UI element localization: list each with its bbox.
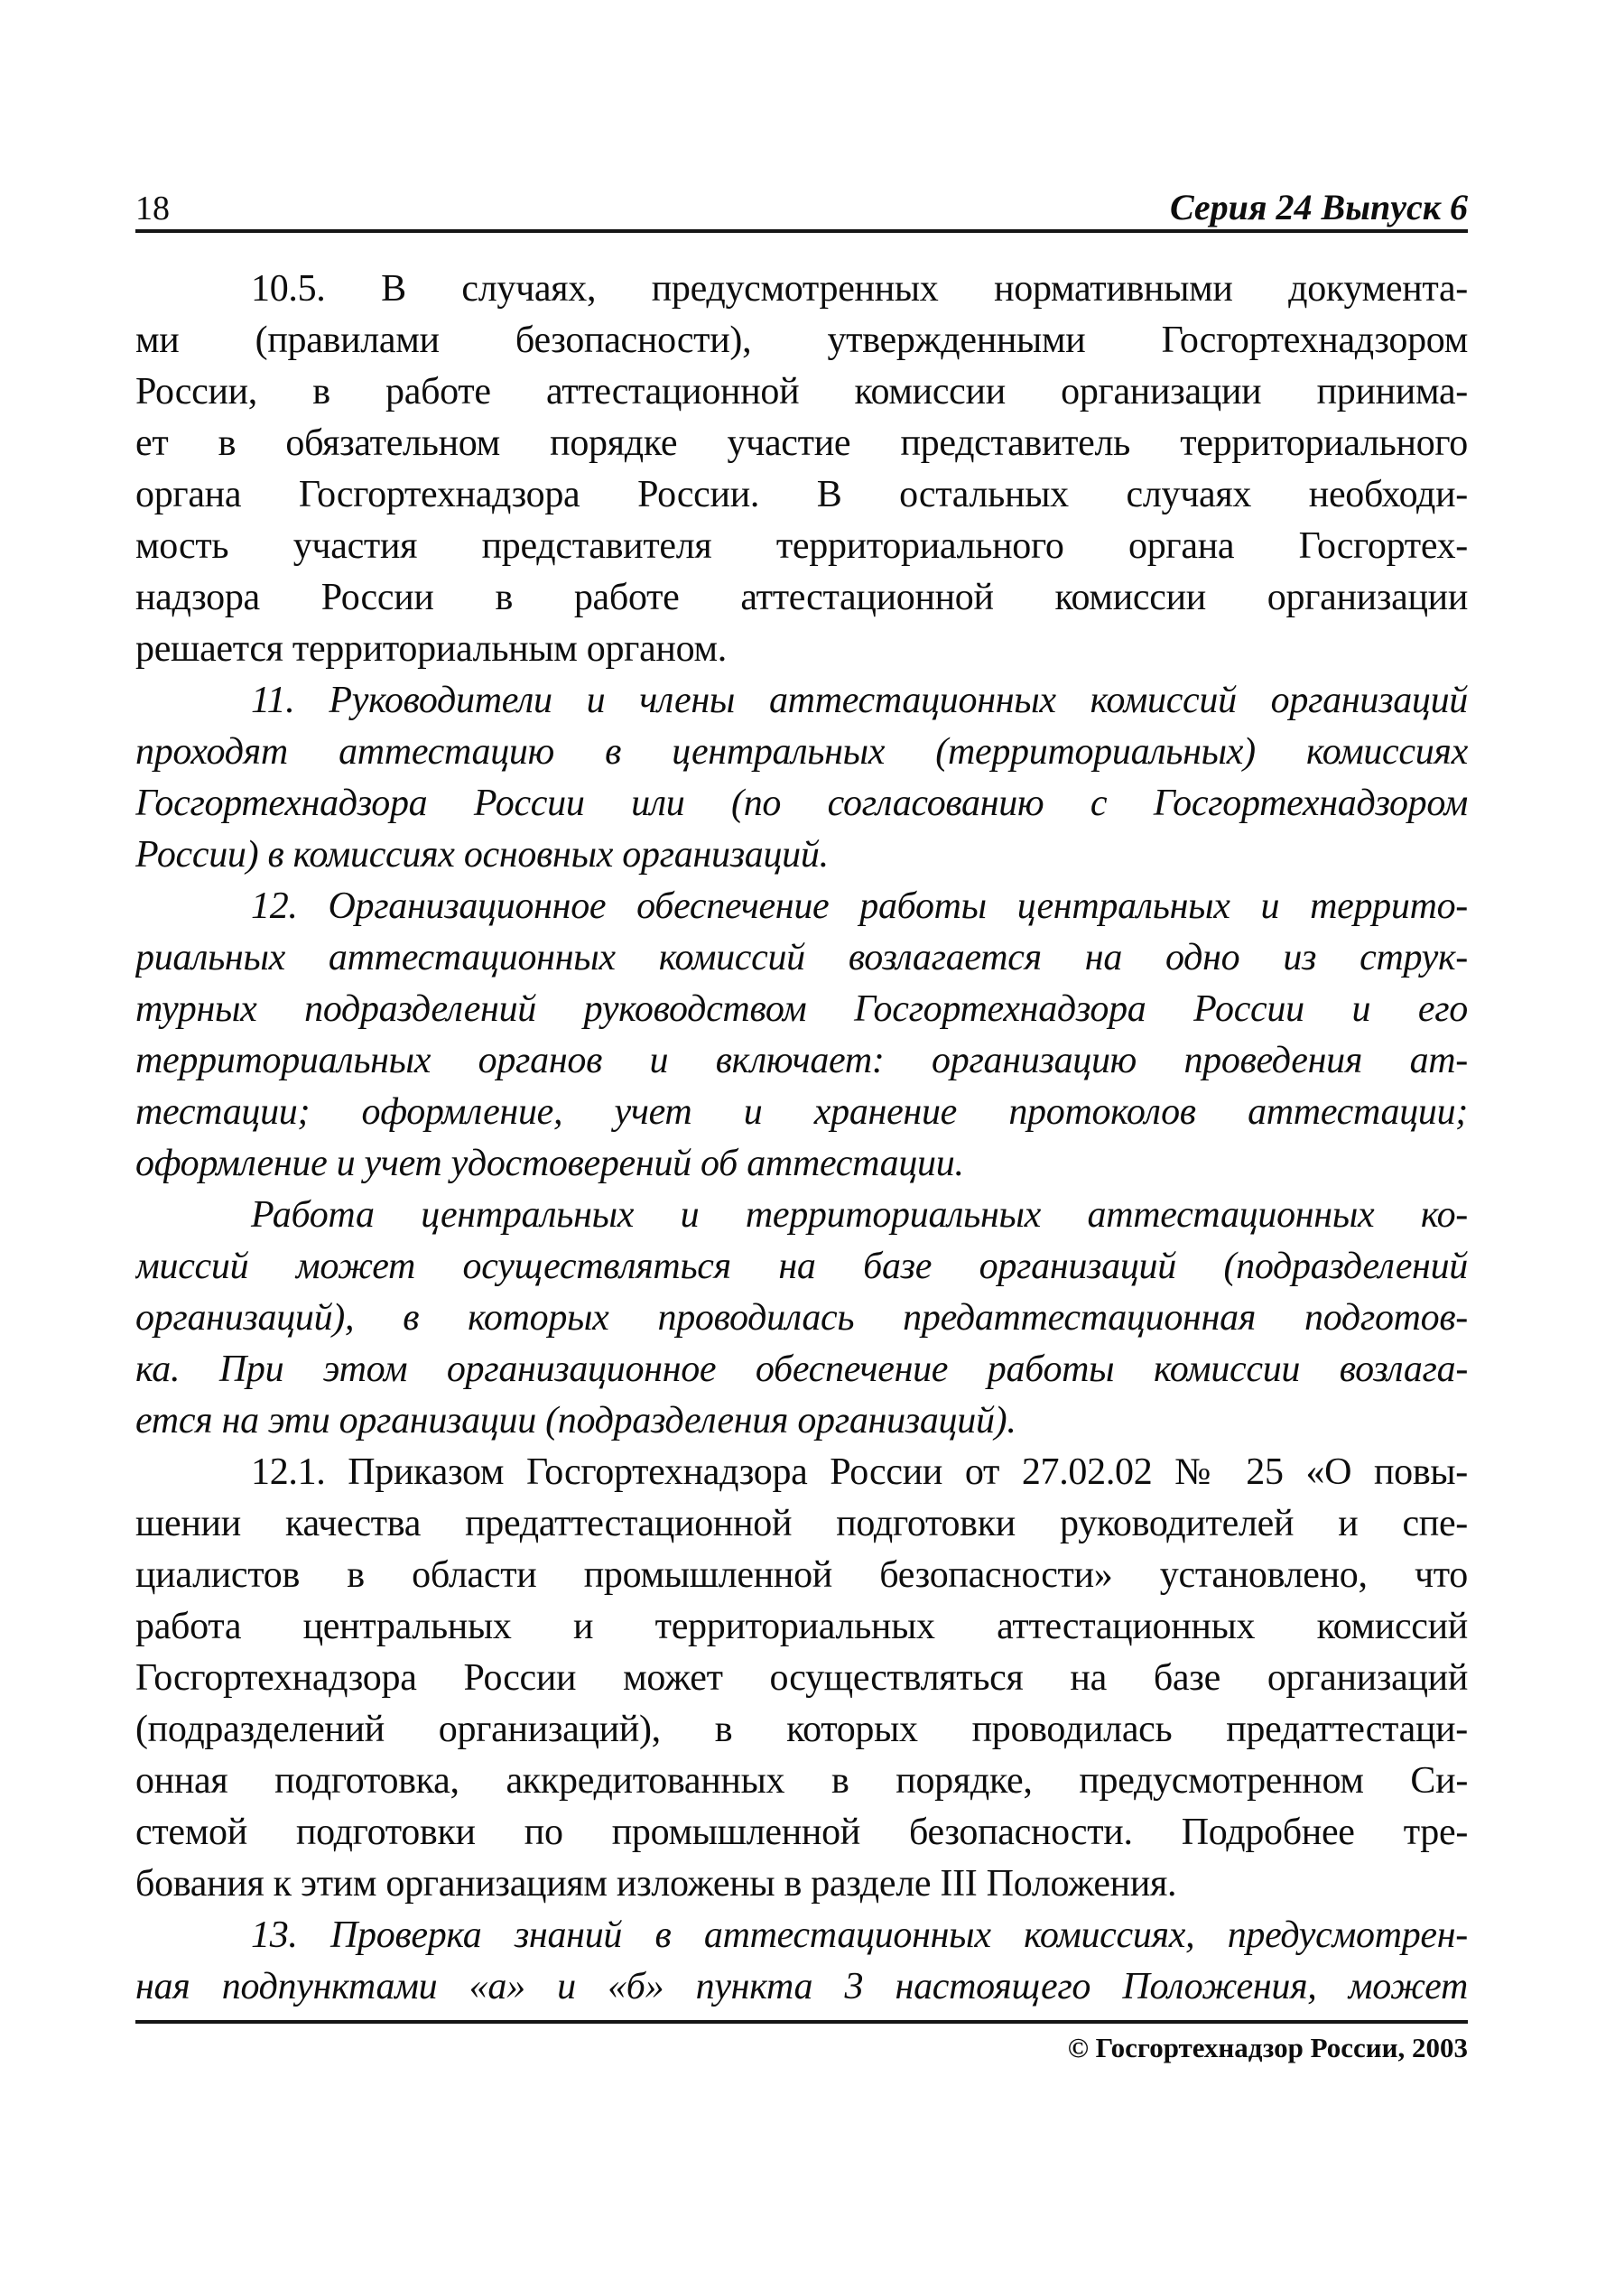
text-line: мость участия представителя территориального органа Госгортех- [135,525,1468,567]
text-line: 12.1. Приказом Госгортехнадзора России от 27.02.02 № 25 «О повы- [251,1451,1468,1493]
text-line: работа центральных и территориальных аттестационных комиссий [135,1606,1468,1647]
text-line: риальных аттестационных комиссий возлагается на одно из струк- [135,937,1468,978]
text-line: органа Госгортехнадзора России. В остальных случаях необходи- [135,474,1468,515]
text-line: ет в обязательном порядке участие представитель территориального [135,422,1468,464]
text-line: оформление и учет удостоверений об аттестации. [135,1143,964,1184]
text-line: Госгортехнадзора России может осуществляться на базе организаций [135,1657,1468,1699]
text-line: надзора России в работе аттестационной комиссии организации [135,577,1468,618]
text-line: тестации; оформление, учет и хранение протоколов аттестации; [135,1091,1468,1133]
text-line: Работа центральных и территориальных аттестационных ко- [251,1194,1468,1236]
text-line: стемой подготовки по промышленной безопасности. Подробнее тре- [135,1812,1468,1853]
text-line: бования к этим организациям изложены в разделе III Положения. [135,1863,1177,1905]
text-line: России) в комиссиях основных организаций. [135,834,829,876]
text-line: шении качества предаттестационной подготовки руководителей и спе- [135,1503,1468,1544]
text-line: территориальных органов и включает: организацию проведения ат- [135,1040,1468,1081]
copyright-notice: © Госгортехнадзор России, 2003 [1067,2032,1468,2063]
paragraph-11 [135,675,1468,881]
paragraph-12 [135,881,1468,1190]
text-line: 10.5. В случаях, предусмотренных нормативными документа- [251,268,1468,310]
text-line: 13. Проверка знаний в аттестационных комиссиях, предусмотрен- [251,1914,1468,1956]
text-line: ная подпунктами «а» и «б» пункта 3 настоящего Положения, может [135,1966,1468,2007]
text-line: турных подразделений руководством Госгортехнадзора России и его [135,988,1468,1030]
text-line: России, в работе аттестационной комиссии организации принима- [135,371,1468,412]
page-header [135,177,1468,233]
text-line: 11. Руководители и члены аттестационных комиссий организаций [251,680,1468,721]
paragraph-10-5 [135,264,1468,675]
text-line: ми (правилами безопасности), утвержденными Госгортехнадзором [135,320,1468,361]
document-body [135,264,1468,2013]
text-line: циалистов в области промышленной безопасности» установлено, что [135,1554,1468,1596]
paragraph-12-1 [135,1447,1468,1910]
text-line: решается территориальным органом. [135,628,727,670]
header-title: Серия 24 Выпуск 6 [1169,187,1468,227]
text-line: онная подготовка, аккредитованных в порядке, предусмотренном Си- [135,1760,1468,1802]
text-line: (подразделений организаций), в которых проводилась предаттестаци- [135,1709,1468,1750]
text-line: ка. При этом организационное обеспечение работы комиссии возлага- [135,1349,1468,1390]
text-line: миссий может осуществляться на базе организаций (подразделений [135,1246,1468,1287]
text-line: 12. Организационное обеспечение работы центральных и террито- [251,885,1468,927]
page-number: 18 [135,190,170,227]
text-line: ется на эти организации (подразделения организаций). [135,1400,1016,1441]
paragraph-13 [135,1910,1468,2013]
text-line: проходят аттестацию в центральных (территориальных) комиссиях [135,731,1468,773]
text-line: организаций), в которых проводилась предаттестационная подготов- [135,1297,1468,1339]
footer-rule [135,2020,1468,2024]
paragraph-12-work [135,1190,1468,1447]
text-line: Госгортехнадзора России или (по согласованию с Госгортехнадзором [135,783,1468,824]
